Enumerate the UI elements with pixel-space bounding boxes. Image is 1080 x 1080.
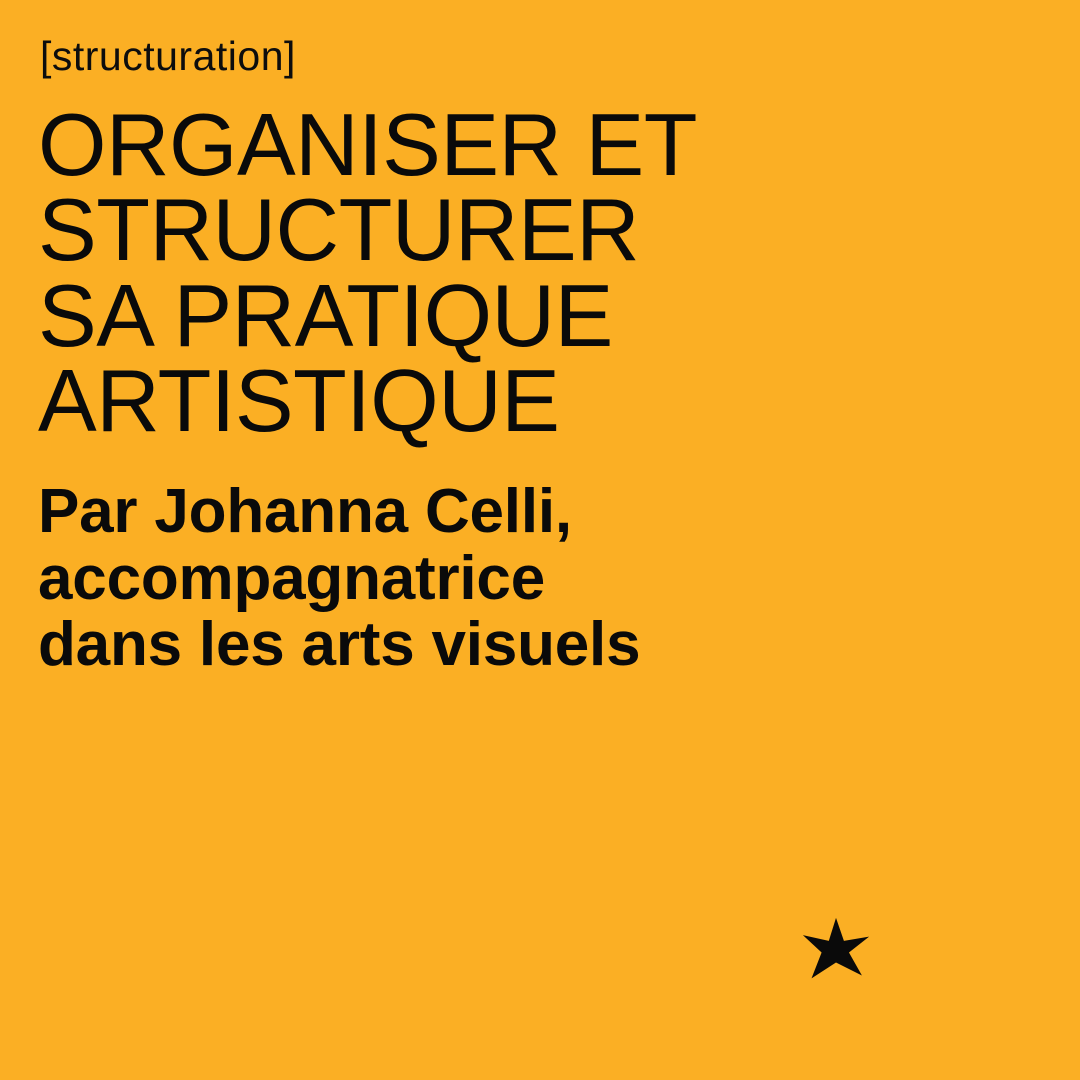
headline-line: SA PRATIQUE	[38, 265, 613, 365]
page-title	[38, 94, 1020, 450]
poster-content	[38, 34, 1020, 678]
star-icon	[800, 915, 872, 987]
headline-line: ARTISTIQUE	[38, 350, 560, 450]
headline-line: ORGANISER ET	[38, 94, 697, 194]
byline-line: Par Johanna Celli,	[38, 477, 572, 547]
headline-line: STRUCTURER	[38, 180, 640, 280]
category-kicker: [structuration]	[40, 33, 296, 79]
author-byline	[38, 479, 1020, 678]
byline-line: dans les arts visuels	[38, 610, 641, 679]
byline-line: accompagnatrice	[38, 543, 545, 613]
